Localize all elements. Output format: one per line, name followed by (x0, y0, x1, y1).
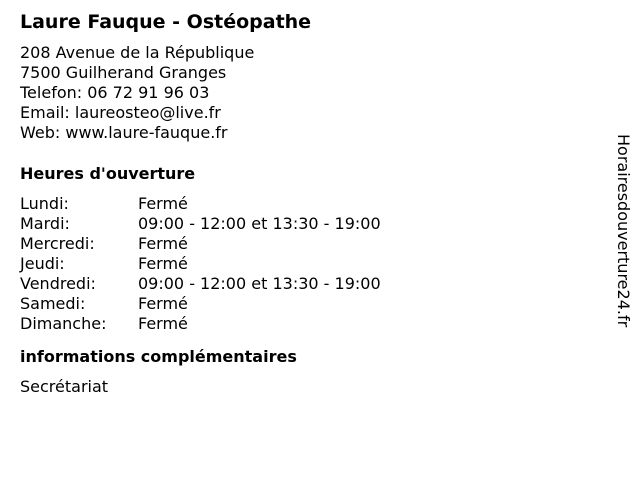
day-label: Lundi: (20, 194, 69, 213)
day-label: Vendredi: (20, 274, 96, 293)
hours-row-thursday (20, 254, 580, 274)
hours-row-tuesday (20, 214, 580, 234)
day-hours: Fermé (138, 194, 188, 213)
opening-hours-table (20, 194, 580, 334)
street-address: 208 Avenue de la République (20, 43, 255, 62)
website: Web: www.laure-fauque.fr (20, 123, 228, 142)
additional-info-heading: informations complémentaires (20, 347, 297, 366)
business-name: Laure Fauque - Ostéopathe (20, 11, 312, 33)
hours-row-saturday (20, 294, 580, 314)
day-label: Samedi: (20, 294, 86, 313)
hours-row-wednesday (20, 234, 580, 254)
day-hours: Fermé (138, 314, 188, 333)
hours-row-monday (20, 194, 580, 214)
day-label: Dimanche: (20, 314, 107, 333)
site-watermark: Horairesdouverture24.fr (614, 134, 633, 328)
business-card (20, 10, 580, 397)
hours-row-sunday (20, 314, 580, 334)
day-label: Jeudi: (20, 254, 65, 273)
city-address: 7500 Guilherand Granges (20, 63, 227, 82)
day-label: Mardi: (20, 214, 70, 233)
phone-number: Telefon: 06 72 91 96 03 (20, 83, 210, 102)
address-block (20, 43, 580, 143)
day-hours: Fermé (138, 234, 188, 253)
opening-hours-heading: Heures d'ouverture (20, 164, 196, 183)
day-label: Mercredi: (20, 234, 95, 253)
day-hours: Fermé (138, 294, 188, 313)
email-address: Email: laureosteo@live.fr (20, 103, 221, 122)
day-hours: 09:00 - 12:00 et 13:30 - 19:00 (138, 274, 381, 293)
day-hours: 09:00 - 12:00 et 13:30 - 19:00 (138, 214, 381, 233)
hours-row-friday (20, 274, 580, 294)
additional-info-item: Secrétariat (20, 377, 109, 396)
day-hours: Fermé (138, 254, 188, 273)
